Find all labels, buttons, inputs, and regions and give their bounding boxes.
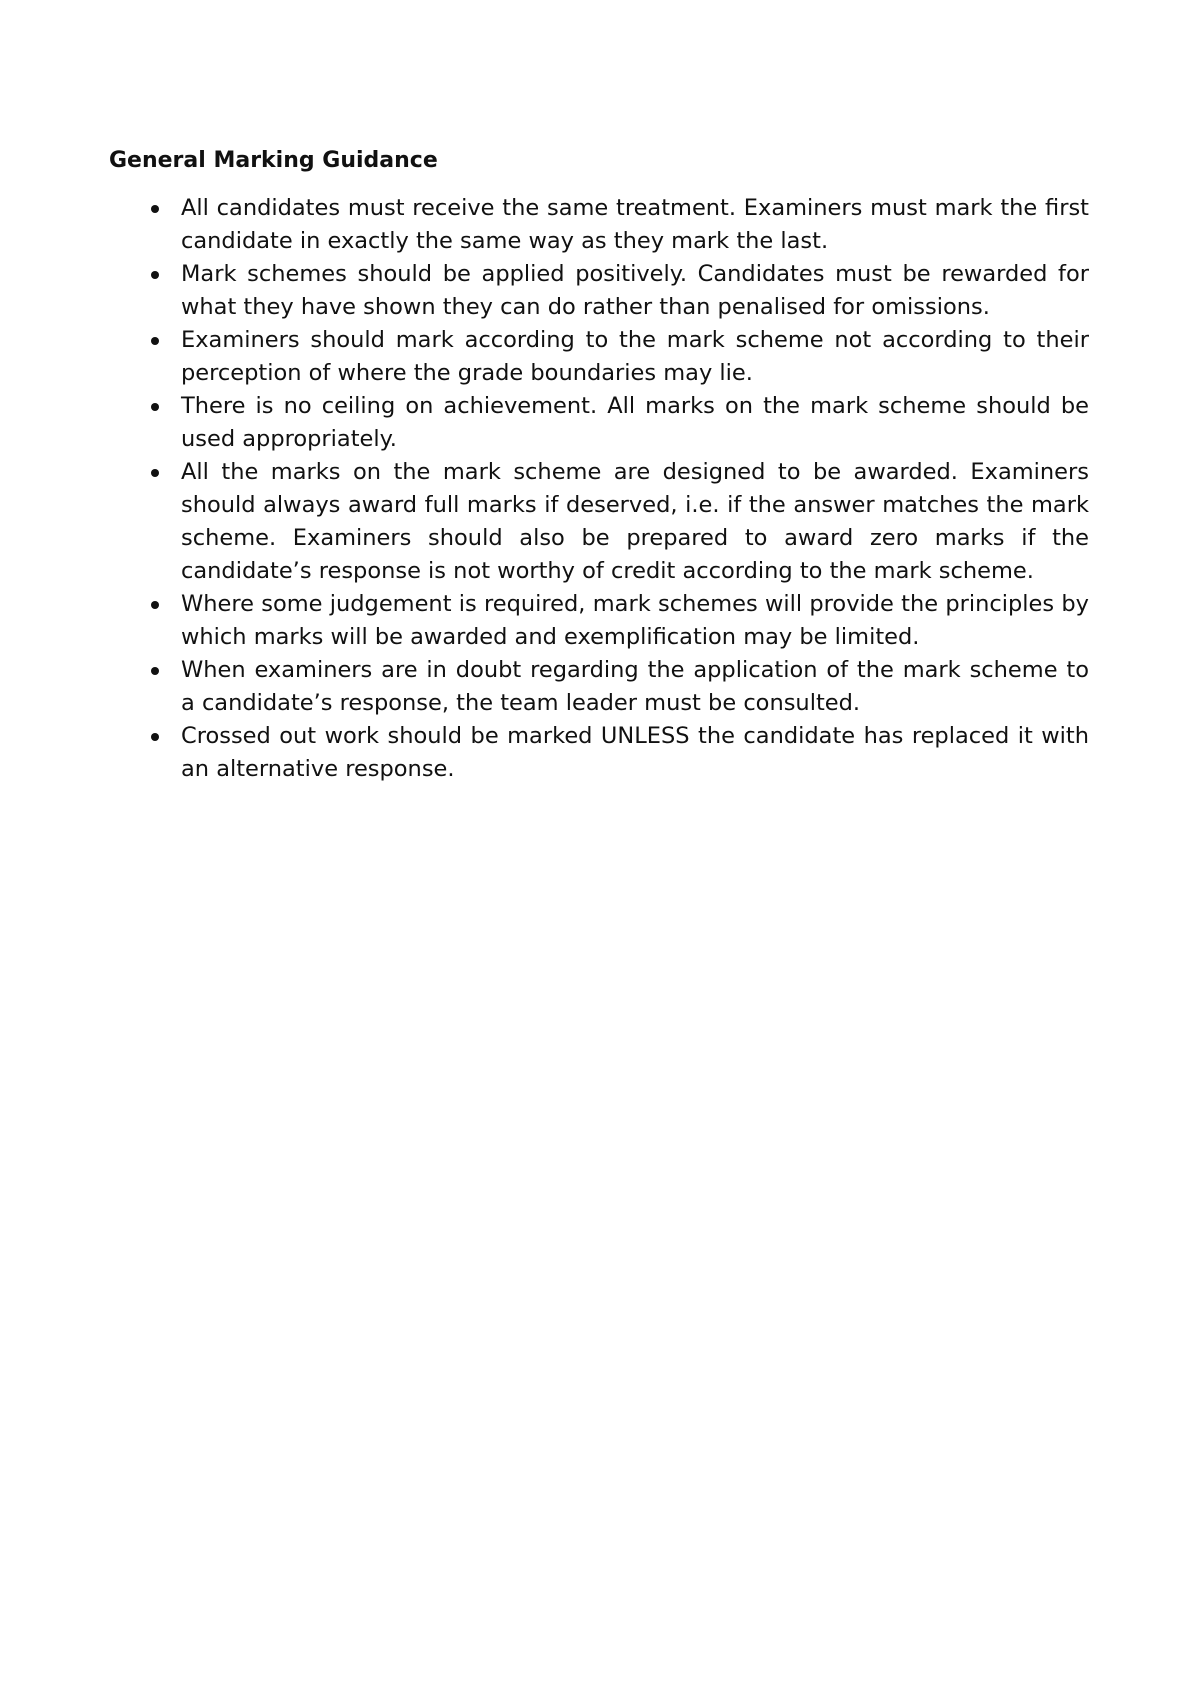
- bullet-icon: [151, 403, 159, 411]
- bullet-icon: [151, 601, 159, 609]
- bullet-icon: [151, 733, 159, 741]
- section-heading: General Marking Guidance: [109, 148, 438, 173]
- list-item: [109, 390, 1089, 456]
- list-item: [109, 720, 1089, 786]
- list-item: [109, 324, 1089, 390]
- list-item-text: Crossed out work should be marked UNLESS the candidate has replaced it with an alternative response.: [181, 723, 1089, 782]
- list-item: [109, 192, 1089, 258]
- list-item: [109, 654, 1089, 720]
- list-item-text: Examiners should mark according to the mark scheme not according to their perception of where the grade boundaries may lie.: [181, 327, 1089, 386]
- list-item: [109, 588, 1089, 654]
- list-item: [109, 258, 1089, 324]
- list-item-text: When examiners are in doubt regarding the application of the mark scheme to a candidate’s response, the team leader must be consulted.: [181, 657, 1089, 716]
- list-item-text: Where some judgement is required, mark schemes will provide the principles by which marks will be awarded and exemplification may be limited.: [181, 591, 1089, 650]
- bullet-icon: [151, 205, 159, 213]
- list-item: [109, 456, 1089, 588]
- list-item-text: All the marks on the mark scheme are designed to be awarded. Examiners should always award full marks if deserved, i.e. if the answer matches the mark scheme. Examiners should also be prepared to award zero marks if the candidate’s response is not worthy of credit according to the mark scheme.: [181, 459, 1089, 584]
- bullet-icon: [151, 667, 159, 675]
- list-item-text: There is no ceiling on achievement. All marks on the mark scheme should be used appropriately.: [181, 393, 1089, 452]
- bullet-icon: [151, 469, 159, 477]
- guidance-list: [109, 192, 1089, 786]
- list-item-text: All candidates must receive the same treatment. Examiners must mark the first candidate in exactly the same way as they mark the last.: [181, 195, 1089, 254]
- bullet-icon: [151, 271, 159, 279]
- list-item-text: Mark schemes should be applied positively. Candidates must be rewarded for what they have shown they can do rather than penalised for omissions.: [181, 261, 1089, 320]
- bullet-icon: [151, 337, 159, 345]
- document-content: [109, 146, 1089, 786]
